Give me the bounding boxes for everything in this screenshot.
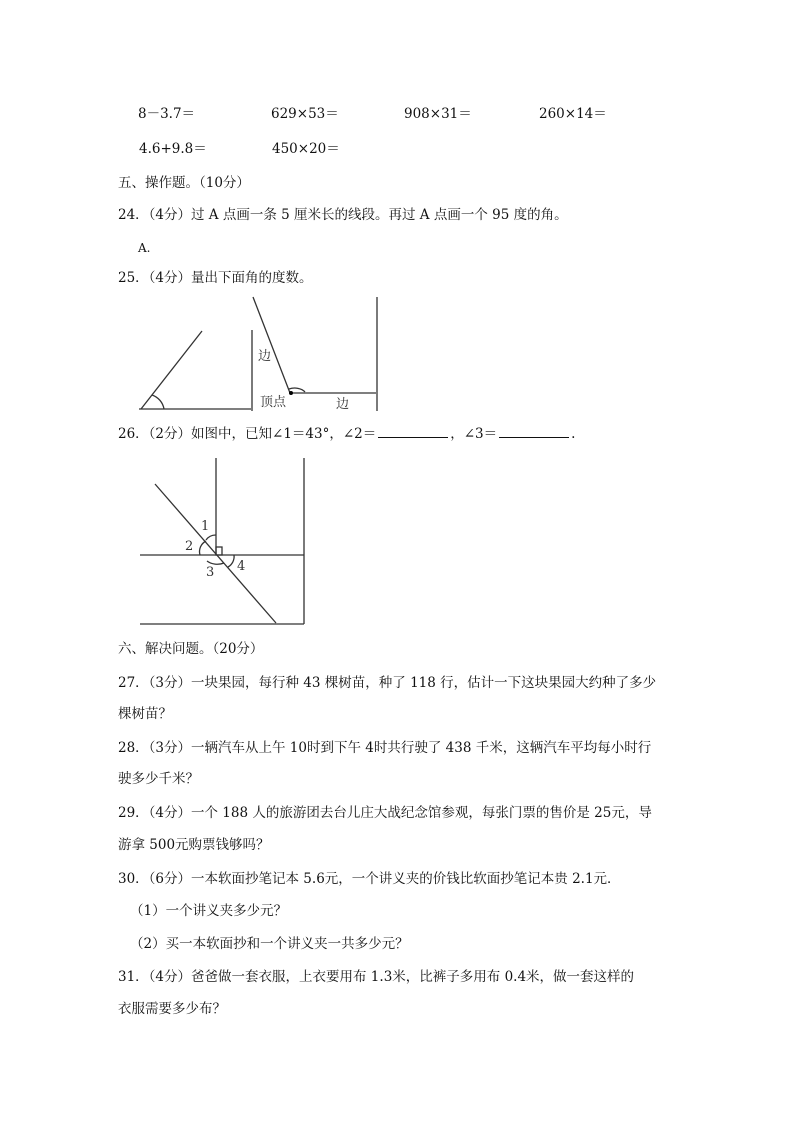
question-24: 24．（4分）过 A 点画一条 5 厘米长的线段。再过 A 点画一个 95 度的角。 — [118, 207, 568, 223]
point-a-label: A. — [138, 241, 151, 255]
question-27-cont: 棵树苗？ — [118, 706, 172, 722]
question-30-sub2: （2）买一本软面抄和一个讲义夹一共多少元？ — [130, 936, 409, 952]
question-30-sub1: （1）一个讲义夹多少元？ — [130, 903, 288, 919]
calc-item: 260×14＝ — [539, 106, 607, 122]
q26-text: 26．（2分）如图中，已知∠1＝43°，∠2＝ — [118, 426, 377, 442]
calc-item: 629×53＝ — [271, 106, 339, 122]
calc-item: 4.6+9.8＝ — [139, 141, 207, 157]
angle-label: 2 — [185, 539, 194, 554]
question-26 — [118, 425, 575, 442]
section-title: 五、操作题。（10分） — [118, 175, 250, 191]
angle-figure-q26 — [140, 458, 304, 624]
q26-text: . — [571, 426, 576, 442]
question-28: 28．（3分）一辆汽车从上午 10时到下午 4时共行驶了 438 千米，这辆汽车平均每小时行 — [118, 740, 652, 756]
side-label: 边 — [336, 397, 350, 412]
question-30: 30．（6分）一本软面抄笔记本 5.6元，一个讲义夹的价钱比软面抄笔记本贵 2.1元． — [118, 871, 621, 887]
question-29-cont: 游拿 500元购票钱够吗？ — [118, 837, 270, 853]
vertex-dot — [289, 391, 293, 395]
question-31: 31．（4分）爸爸做一套衣服，上衣要用布 1.3米，比裤子多用布 0.4米，做一套这样的 — [118, 969, 635, 985]
answer-blank-angle3[interactable] — [499, 425, 569, 438]
calc-item: 908×31＝ — [404, 106, 472, 122]
angle-label: 1 — [201, 519, 210, 534]
question-27: 27．（3分）一块果园，每行种 43 棵树苗，种了 118 行，估计一下这块果园大约种了多少 — [118, 675, 657, 691]
answer-blank-angle2[interactable] — [378, 425, 448, 438]
angle-label: 3 — [206, 565, 215, 580]
calc-item: 8－3.7＝ — [138, 106, 196, 122]
question-29: 29．（4分）一个 188 人的旅游团去台儿庄大战纪念馆参观，每张门票的售价是 25元，导 — [118, 805, 652, 821]
angle-label: 4 — [237, 559, 246, 574]
vertex-label: 顶点 — [260, 395, 287, 410]
question-28-cont: 驶多少千米？ — [118, 771, 199, 787]
question-31-cont: 衣服需要多少布？ — [118, 1001, 226, 1017]
question-25: 25．（4分）量出下面角的度数。 — [118, 270, 313, 286]
calc-item: 450×20＝ — [272, 141, 340, 157]
side-label: 边 — [258, 349, 272, 364]
q26-text: ，∠3＝ — [450, 426, 498, 442]
section-title: 六、解决问题。（20分） — [118, 641, 264, 657]
